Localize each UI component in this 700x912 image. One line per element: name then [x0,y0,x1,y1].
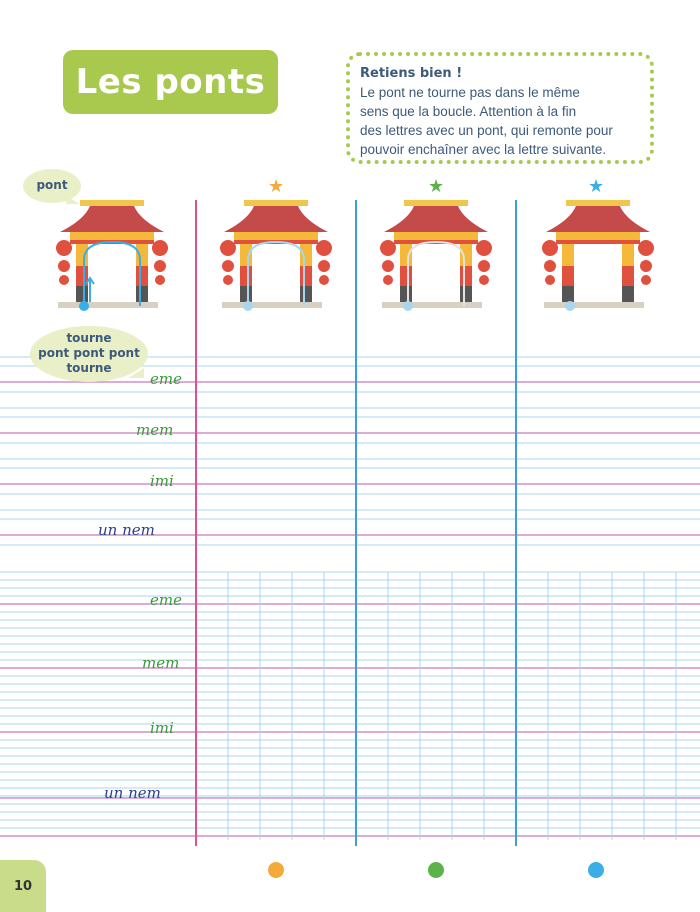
blue-dot-icon [588,862,604,878]
model-word: eme [150,591,182,609]
page-number [0,860,46,912]
tourne-bubble-line: tourne [66,331,112,345]
tip-line: des lettres avec un pont, qui remonte pour [360,123,613,138]
gate-icon [378,198,494,316]
gate-icon [540,198,656,316]
tip-line: pouvoir enchaîner avec la lettre suivante. [360,142,607,157]
model-word: un nem [104,784,161,802]
model-word: eme [150,370,182,388]
tourne-bubble-tail [128,368,144,378]
page-title-text: Les ponts [75,62,266,102]
tourne-bubble-line: pont pont pont [38,346,140,360]
orange-dot-icon [268,862,284,878]
model-word: mem [136,421,174,439]
tip-line: Le pont ne tourne pas dans le même [360,85,580,100]
gate-icon [54,198,170,316]
tourne-bubble-line: tourne [66,361,112,375]
tip-heading: Retiens bien ! [360,66,463,81]
model-word: mem [142,654,180,672]
pont-bubble-text: pont [36,178,68,192]
star-orange-icon: ★ [268,176,285,197]
model-word: imi [150,719,174,737]
tip-box [346,52,654,164]
page-title [63,50,278,114]
page-number-text: 10 [13,878,33,894]
tip-line: sens que la boucle. Attention à la fin [360,104,577,119]
star-green-icon: ★ [428,176,445,197]
model-word: un nem [98,521,155,539]
star-blue-icon: ★ [588,176,605,197]
gate-icon [218,198,334,316]
green-dot-icon [428,862,444,878]
model-word: imi [150,472,174,490]
